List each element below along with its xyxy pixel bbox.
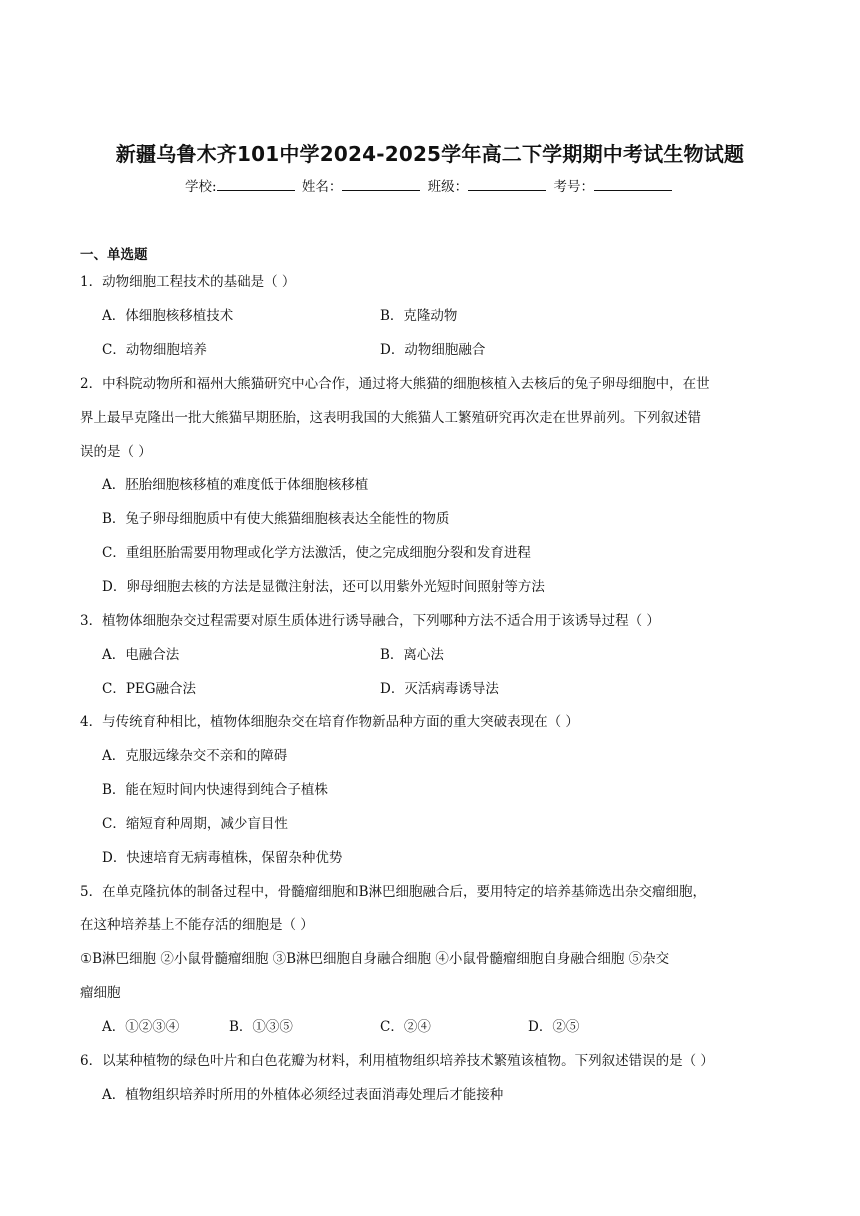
exam-title: 新疆乌鲁木齐101中学2024-2025学年高二下学期期中考试生物试题 xyxy=(115,142,745,166)
q6-option-a: A．植物组织培养时所用的外植体必须经过表面消毒处理后才能接种 xyxy=(102,1087,504,1103)
q3-option-d: D．灭活病毒诱导法 xyxy=(380,681,499,697)
student-info-line xyxy=(0,175,860,195)
q1-option-a: A．体细胞核移植技术 xyxy=(102,308,234,324)
q6-stem: 6．以某种植物的绿色叶片和白色花瓣为材料，利用植物组织培养技术繁殖该植物。下列叙述错误的是（ ） xyxy=(80,1053,714,1069)
number-label: 考号： xyxy=(553,179,594,195)
number-blank xyxy=(594,178,672,191)
q2-option-c: C．重组胚胎需要用物理或化学方法激活，使之完成细胞分裂和发育进程 xyxy=(102,545,531,561)
q1-option-c: C．动物细胞培养 xyxy=(102,342,207,358)
q5-option-c: C．②④ xyxy=(380,1019,431,1035)
q2-option-a: A．胚胎细胞核移植的难度低于体细胞核移植 xyxy=(102,477,369,493)
q2-stem-line3: 误的是（ ） xyxy=(80,444,152,460)
section-heading: 一、单选题 xyxy=(80,247,148,263)
name-blank xyxy=(342,178,420,191)
q4-option-b: B．能在短时间内快速得到纯合子植株 xyxy=(102,782,328,798)
q2-stem-line1: 2．中科院动物所和福州大熊猫研究中心合作，通过将大熊猫的细胞核植入去核后的兔子卵母细胞中，在世 xyxy=(80,376,710,392)
q4-option-c: C．缩短育种周期，减少盲目性 xyxy=(102,816,288,832)
q2-stem-line2: 界上最早克隆出一批大熊猫早期胚胎，这表明我国的大熊猫人工繁殖研究再次走在世界前列。下列叙述错 xyxy=(80,410,701,426)
q2-option-b: B．兔子卵母细胞质中有使大熊猫细胞核表达全能性的物质 xyxy=(102,511,450,527)
class-label: 班级： xyxy=(427,179,469,195)
q3-stem: 3．植物体细胞杂交过程需要对原生质体进行诱导融合，下列哪种方法不适合用于该诱导过程（ ） xyxy=(80,613,660,629)
school-blank xyxy=(217,178,295,191)
q3-option-b: B．离心法 xyxy=(380,647,444,663)
q1-option-d: D．动物细胞融合 xyxy=(380,342,486,358)
school-label: 学校: xyxy=(185,179,217,195)
q4-option-a: A．克服远缘杂交不亲和的障碍 xyxy=(102,748,288,764)
q4-option-d: D．快速培育无病毒植株，保留杂种优势 xyxy=(102,850,343,866)
q5-option-b: B．①③⑤ xyxy=(229,1019,293,1035)
q5-items-line1: ①B淋巴细胞 ②小鼠骨髓瘤细胞 ③B淋巴细胞自身融合细胞 ④小鼠骨髓瘤细胞自身融合细胞 ⑤杂交 xyxy=(80,951,670,967)
q1-stem: 1．动物细胞工程技术的基础是（ ） xyxy=(80,274,296,290)
q3-option-a: A．电融合法 xyxy=(102,647,180,663)
class-blank xyxy=(468,178,546,191)
q1-option-b: B．克隆动物 xyxy=(380,308,458,324)
q5-items-line2: 瘤细胞 xyxy=(80,985,121,1001)
q5-stem-line2: 在这种培养基上不能存活的细胞是（ ） xyxy=(80,917,314,933)
q3-option-c: C．PEG融合法 xyxy=(102,681,197,697)
q5-option-d: D．②⑤ xyxy=(528,1019,580,1035)
q5-option-a: A．①②③④ xyxy=(102,1019,180,1035)
q4-stem: 4．与传统育种相比，植物体细胞杂交在培育作物新品种方面的重大突破表现在（ ） xyxy=(80,714,579,730)
name-label: 姓名： xyxy=(301,179,343,195)
q5-stem-line1: 5．在单克隆抗体的制备过程中，骨髓瘤细胞和B淋巴细胞融合后，要用特定的培养基筛选出杂交瘤细胞， xyxy=(80,884,707,900)
q2-option-d: D．卵母细胞去核的方法是显微注射法，还可以用紫外光短时间照射等方法 xyxy=(102,579,545,595)
